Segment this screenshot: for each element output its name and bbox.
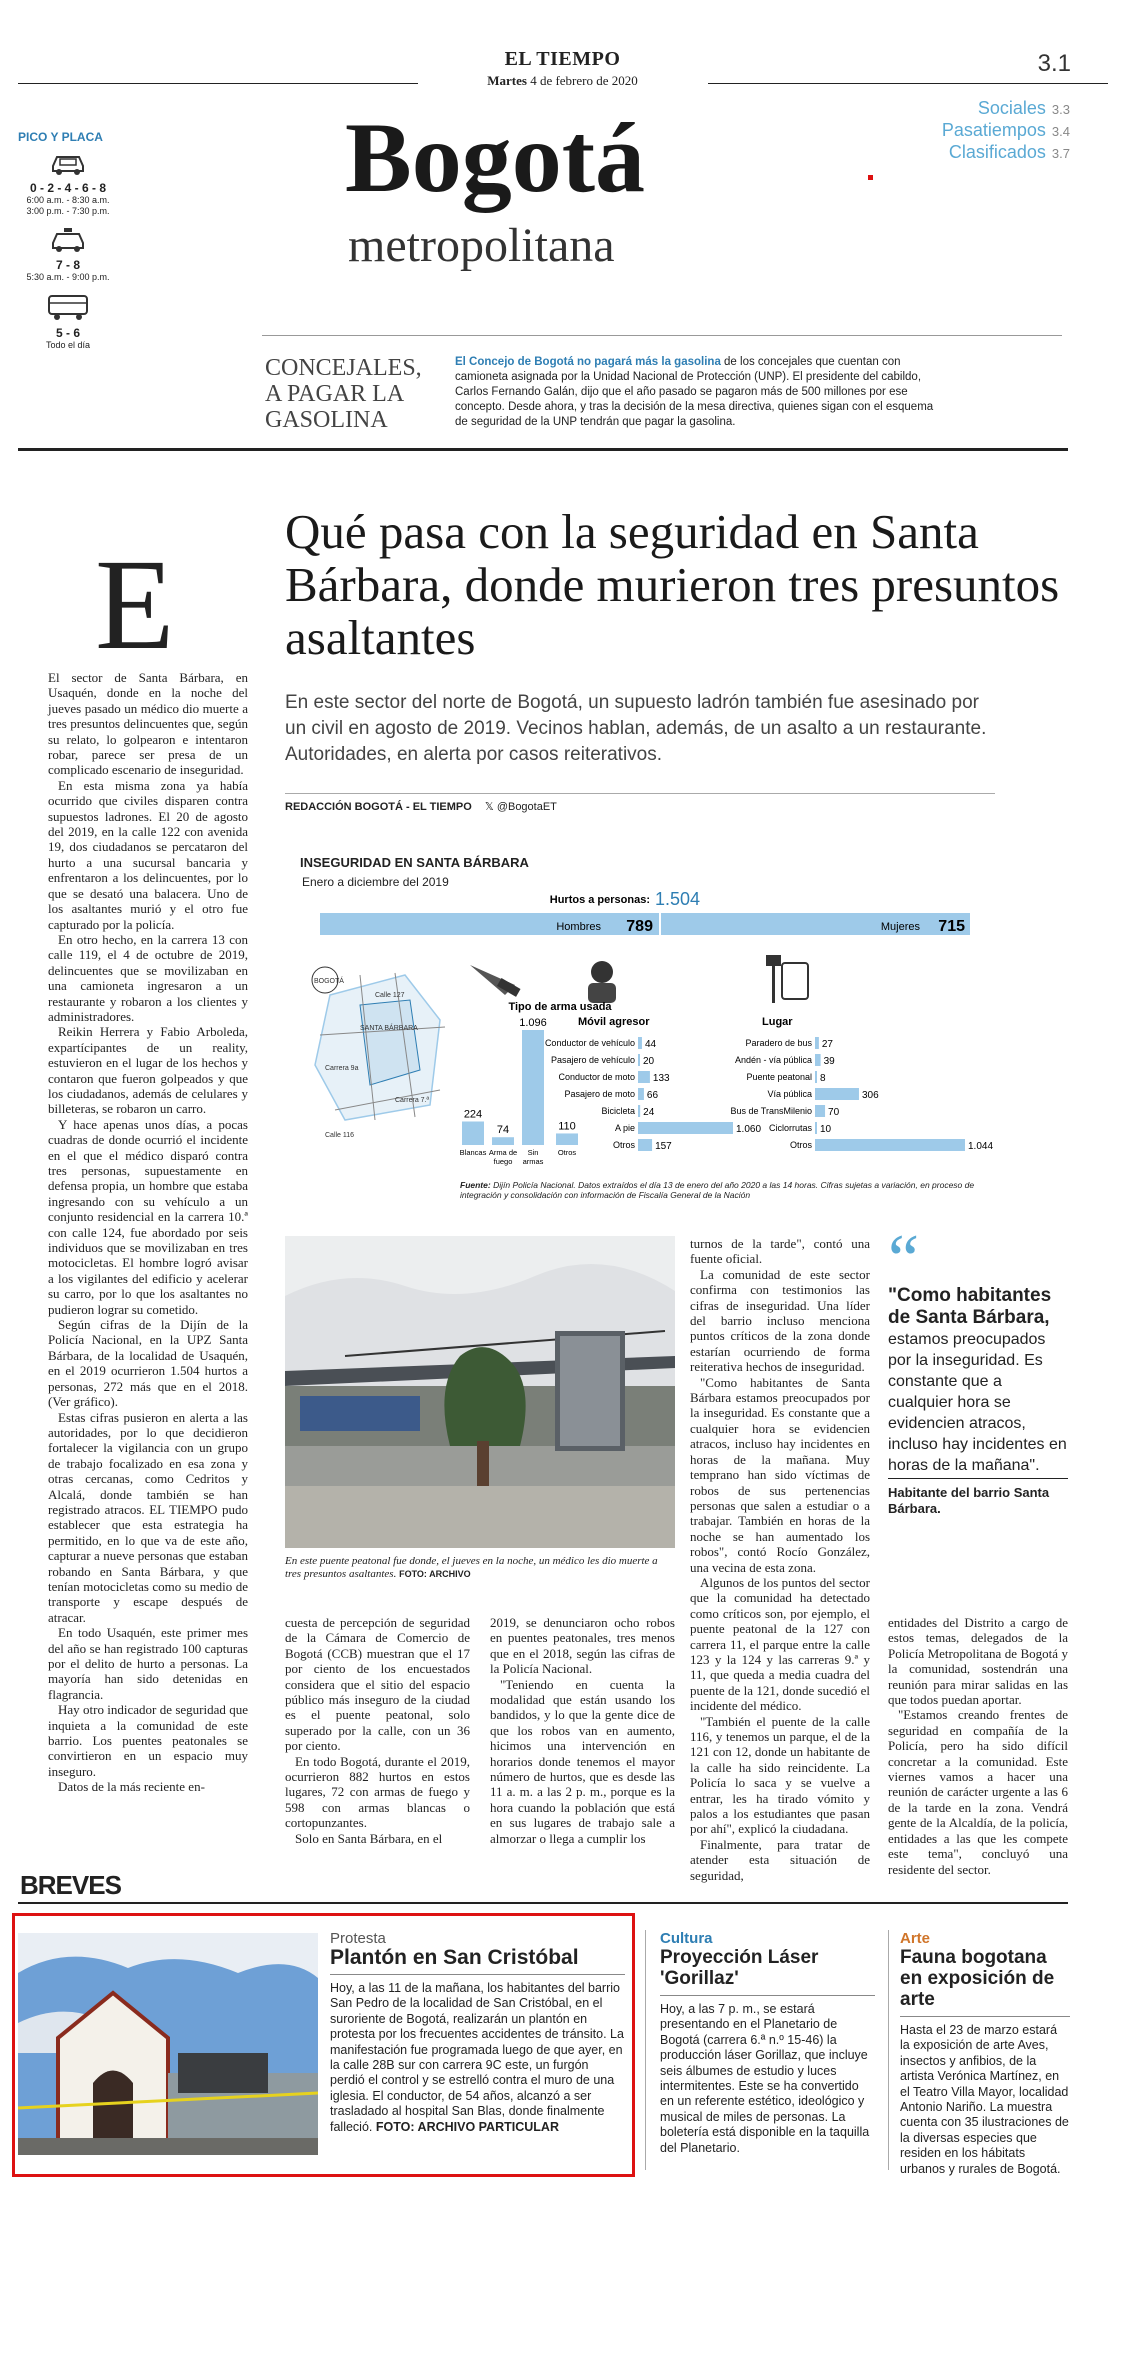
bar-value: 1.096 <box>519 1017 547 1029</box>
bar-label: Bus de TransMilenio <box>730 1106 812 1116</box>
index-item[interactable]: Pasatiempos 3.4 <box>941 120 1070 140</box>
red-marker <box>868 175 873 180</box>
bar <box>815 1071 817 1083</box>
bar <box>815 1122 817 1134</box>
article-headline: Qué pasa con la seguridad en Santa Bárbara, donde murieron tres presuntos asaltantes <box>285 504 1060 665</box>
bar-blancas <box>462 1121 484 1145</box>
bar-label: armas <box>522 1157 544 1166</box>
chart-title: Tipo de arma usada <box>508 1001 612 1013</box>
paragraph: 2019, se denunciaron ocho robos en puentes peatonales, tres menos que en el 2018, según las cifras de la Policía Nacional. <box>490 1615 675 1677</box>
bar-value: 1.044 <box>968 1141 994 1152</box>
article-column-2 <box>285 1615 470 1846</box>
bar-label: Otros <box>557 1148 577 1157</box>
article-deck: En este sector del norte de Bogotá, un supuesto ladrón también fue asesinado por un civil en agosto de 2019. Vecinos hablan, además, de un asalto a un restaurante. Autoridades, en alerta por casos reiterativos. <box>285 692 987 765</box>
bar-value: 24 <box>643 1107 655 1118</box>
bar-label: Blancas <box>459 1148 487 1157</box>
bar <box>815 1037 819 1049</box>
bar-value: 789 <box>626 918 653 935</box>
pedestrian-bridge-image <box>285 1236 675 1548</box>
bar-value: 224 <box>463 1108 483 1121</box>
bar-label: Sin <box>527 1148 539 1157</box>
paragraph: Solo en Santa Bárbara, en el <box>295 1830 443 1846</box>
paragraph: Hay otro indicador de seguridad que inquieta a la comunidad de este barrio. Los puentes peatonales se convirtieron en un espacio muy inseguro. <box>48 1702 248 1779</box>
article-column-5 <box>888 1615 1068 1877</box>
taxi-icon <box>48 227 88 253</box>
infographic <box>300 855 1000 1205</box>
paragraph: La comunidad de este sector confirma con testimonios las cifras de inseguridad. Una líder del barrio incluso menciona puntos críticos de la zona donde estarían ocurriendo de forma reiterativa hechos de inseguridad. <box>690 1266 870 1375</box>
bar-value: 44 <box>644 1039 657 1050</box>
teaser-text: El Concejo de Bogotá no pagará más la gasolina de los concejales que cuentan con camioneta asignada por la Unidad Nacional de Protección (UNP). El presidente del cabildo, Carlos Fernando Galán, dijo que el año pasado se pagaron más de 500 millones por ese concepto. Desde ahora, y tras la decisión de la mesa directiva, quienes sigan con el esquema de seguridad de la UNP tendrán que pagar la gasolina. <box>455 356 934 428</box>
paragraph: En todo Bogotá, durante el 2019, ocurrieron 882 hurtos en estos lugares, 72 con armas de fuego y 598 con armas blancas o cortopunzantes. <box>285 1753 470 1831</box>
bar-otros <box>556 1133 578 1145</box>
brief-text: Hoy, a las 7 p. m., se estará presentando en el Planetario de Bogotá (carrera 6.ª n.º 15-46) la producción láser Gorillaz, que incluye seis álbumes de estudio y luces intermitentes. Este se ha convertido en un referente estético, ideológico y musical de miles de personas. La boletería está disponible en la taquilla del Planetario. <box>660 2002 870 2155</box>
brief-1 <box>330 1930 625 2135</box>
bar-label: Otros <box>612 1140 635 1150</box>
teaser-top-rule <box>262 335 1062 336</box>
bus-icon <box>46 293 90 321</box>
bar-label: Pasajero de moto <box>564 1089 635 1099</box>
paragraph: "También el puente de la calle 116, y tenemos un parque, el de la 121 con 12, donde un habitante de la calle ha sido reincidente. La Policía lo saca y se vuelve a entrar, les ha tirado vómito y palos a los estudiantes que pasan por ahí", explicó la ciudadana. <box>690 1713 870 1837</box>
paragraph: Algunos de los puntos del sector que la comunidad ha detectado como críticos son, por ejemplo, el puente peatonal de la 127 con carrera 11, el parque entre la calle 123 y la 124 y las carreras 9.ª y 11, que queda a media cuadra del puente de la 121, donde sucedió el incidente del médico. <box>690 1574 870 1714</box>
section-subtitle: metropolitana <box>348 219 615 272</box>
brief-rule <box>660 1995 875 1996</box>
bar <box>815 1054 821 1066</box>
brief-3 <box>900 1930 1070 2177</box>
index-item[interactable]: Sociales 3.3 <box>977 98 1070 118</box>
index-item[interactable]: Clasificados 3.7 <box>948 142 1070 162</box>
masthead-rule-right <box>708 83 1108 84</box>
bar-label: Andén - vía pública <box>734 1055 812 1065</box>
twitter-handle[interactable]: @BogotaET <box>496 801 557 813</box>
paragraph: Según cifras de la Dijín de la Policía Nacional, en la UPZ Santa Bárbara, de la localidad de Usaquén, en el 2019 ocurrieron 1.504 hurtos a personas, 272 más que en el 2018. (Ver gráfico). <box>48 1317 248 1410</box>
bar-value: 66 <box>646 1090 659 1101</box>
chart-title: Lugar <box>762 1016 793 1028</box>
pico-digits: 7 - 8 <box>55 258 80 272</box>
bar-label: Ciclorrutas <box>768 1123 812 1133</box>
bar-label: Bicicleta <box>601 1106 635 1116</box>
drop-cap: E <box>95 533 175 677</box>
pico-digits: 5 - 6 <box>55 326 80 340</box>
bar-value: 10 <box>820 1124 832 1135</box>
paragraph: Estas cifras pusieron en alerta a las autoridades, por lo que decidieron fortalecer la vigilancia con un grupo de trabajo focalizado en esa zona y otras cercanas, como Cedritos y Alcalá, donde también se han registrado atracos. EL TIEMPO pudo establecer que esta estrategia ha permitido, en lo que va de este año, capturar a nueve personas que estaban robando en Santa Bárbara, y que tenían motocicletas como su medio de transporte y escape después de atracar. <box>48 1409 248 1625</box>
total-label: Hurtos a personas: <box>549 894 650 906</box>
bar <box>638 1088 644 1100</box>
paragraph: entidades del Distrito a cargo de estos temas, delegados de la Policía Metropolitana de Bogotá y la comunidad, sostendrán una reunión para mirar salidas en las que todos puedan aportar. <box>888 1615 1068 1708</box>
brief-rule <box>330 1974 625 1975</box>
brief-text: Hasta el 23 de marzo estará la exposición de arte Aves, insectos y anfibios, de la artista Verónica Martínez, en el Teatro Villa Mayor, localidad Antonio Nariño. La muestra cuenta con 35 ilustraciones de la diversas especies que residen en los hábitats urbanos y rurales de Bogotá. <box>900 2023 1069 2176</box>
bar-label: A pie <box>614 1123 635 1133</box>
section-title: Bogotá <box>345 102 645 213</box>
pico-y-placa <box>18 130 118 361</box>
bar-value: 27 <box>821 1039 834 1050</box>
paragraph: cuesta de percepción de seguridad de la Cámara de Comercio de Bogotá (CCB) muestran que el 17 por ciento de los encuestados considera que el sitio del espacio público más inseguro de la ciudad es el puente peatonal, solo superado por la calle, con un 36 por ciento. <box>285 1615 470 1754</box>
infographic-subtitle: Enero a diciembre del 2019 <box>302 875 449 889</box>
bridge-photo <box>285 1236 675 1548</box>
brief-headline[interactable]: Fauna bogotana en exposición de arte <box>900 1947 1055 2010</box>
brief-rule <box>900 2016 1070 2017</box>
edition-date: Martes 4 de febrero de 2020 <box>487 73 638 88</box>
article-column-4 <box>690 1236 870 1883</box>
photo-caption: En este puente peatonal fue donde, el jueves en la noche, un médico les dio muerte a tres presuntos asaltantes. FOTO: ARCHIVO <box>285 1555 658 1580</box>
bar-value: 70 <box>828 1107 840 1118</box>
bar-value: 157 <box>655 1141 672 1152</box>
bar-value: 20 <box>643 1056 655 1067</box>
bar-value: 715 <box>938 918 965 935</box>
paragraph: Finalmente, para tratar de atender esta situación de seguridad, <box>690 1836 870 1883</box>
motorcyclist-icon <box>588 961 616 1003</box>
map-label: Carrera 9a <box>325 1065 359 1072</box>
bar-value: 110 <box>558 1120 576 1133</box>
bar-sin-armas <box>522 1030 544 1145</box>
newspaper-brand: EL TIEMPO <box>504 48 621 70</box>
brief-category: Arte <box>900 1930 931 1947</box>
church-photo <box>18 1933 318 2155</box>
pull-quote: "Como habitantes de Santa Bárbara, estamos preocupados por la inseguridad. Es constante que a cualquier hora se evidencien atracos, incluso hay incidentes en horas de la mañana". <box>888 1285 1067 1474</box>
bar <box>638 1139 652 1151</box>
bar-value: 74 <box>496 1124 510 1137</box>
twitter-icon: 𝕏 <box>484 801 494 813</box>
bar-mujeres <box>661 913 970 935</box>
map-label: SANTA BÁRBARA <box>360 1025 418 1032</box>
bar <box>638 1037 642 1049</box>
pico-digits: 0 - 2 - 4 - 6 - 8 <box>29 181 107 195</box>
bar-label: Conductor de vehículo <box>544 1038 635 1048</box>
byline-rule <box>285 793 995 794</box>
bar-label: Vía pública <box>767 1089 812 1099</box>
bar-label: Hombres <box>556 921 601 933</box>
bar-value: 39 <box>823 1056 835 1067</box>
quote-mark-icon: “ <box>888 1221 920 1298</box>
paragraph: "Teniendo en cuenta la modalidad que están usando los bandidos, y lo que la gente dice de que los robos van en aumento, hicimos una intervención en horarios donde tenemos el mayor número de hurtos, que es desde las 11 a. m. a las 2 p. m., porque es la hora cuando la población que está en sus lugares de trabajo sale a almorzar o llega a cumplir los <box>490 1676 675 1846</box>
bar <box>638 1054 640 1066</box>
bar-label: Puente peatonal <box>746 1072 812 1082</box>
teaser-title: CONCEJALES, A PAGAR LA GASOLINA <box>265 355 422 433</box>
bar-label: Mujeres <box>880 921 920 933</box>
pico-hours: Todo el día <box>45 340 91 350</box>
infographic-source: Fuente: Dijín Policía Nacional. Datos extraídos el día 13 de enero del año 2020 a las 14 horas. Cifras sujetas a variación, en proceso de integración y consolidación con información de Fiscalía General de la Nación <box>460 1180 975 1200</box>
bar-label: fuego <box>493 1157 513 1166</box>
bar <box>638 1105 640 1117</box>
brief-divider <box>888 1930 889 2170</box>
paragraph: El sector de Santa Bárbara, en Usaquén, donde en la noche del jueves pasado un médico dio muerte a tres presuntos delincuentes que, según su relato, lo golpearon e intentaron robar, parece ser presa de un complicado escenario de inseguridad. <box>48 670 248 778</box>
bar <box>638 1071 650 1083</box>
paragraph: "Estamos creando frentes de seguridad en compañía de la Policía, pero ha sido difícil concretar a la comunidad. Este viernes vamos a hacer una reunión de carácter urgente a las 6 de la tarde en la zona. Vendrá gente de la Alcaldía, de la policía, entidades a las que les compete este tema", concluyó una residente del sector. <box>888 1707 1068 1877</box>
article-column-3 <box>490 1615 675 1846</box>
pico-y-placa-title: PICO Y PLACA <box>18 130 103 144</box>
bar <box>815 1139 965 1151</box>
section-index <box>942 98 1070 164</box>
map-label: Calle 116 <box>325 1132 355 1139</box>
total-value: 1.504 <box>655 889 701 909</box>
bar <box>815 1088 859 1100</box>
chart-title: Móvil agresor <box>578 1016 650 1028</box>
paragraph: En todo Usaquén, este primer mes del año se han registrado 100 capturas por el delito de hurto a personas. La mayoría han sido detenidas en flagrancia. <box>48 1625 248 1702</box>
infographic-title: INSEGURIDAD EN SANTA BÁRBARA <box>300 855 529 870</box>
breves-title: BREVES <box>20 1870 121 1900</box>
brief-headline[interactable]: Proyección Láser 'Gorillaz' <box>660 1947 819 1989</box>
paragraph: Datos de la más reciente en- <box>58 1779 205 1795</box>
pico-hours: 5:30 a.m. - 9:00 p.m. <box>26 272 110 282</box>
brief-2 <box>660 1930 875 2156</box>
car-icon <box>48 150 88 176</box>
infographic-chart <box>300 855 1000 1205</box>
brief-category: Protesta <box>330 1930 386 1947</box>
bar <box>815 1105 825 1117</box>
quote-rule <box>888 1478 1068 1479</box>
bar-label: Pasajero de vehículo <box>550 1055 635 1065</box>
map-label: Carrera 7.ª <box>395 1097 430 1104</box>
paragraph: Y hace apenas unos días, a pocas cuadras de donde ocurrió el incidente en el que el médico disparó contra tres personas, supuestamente en defensa propia, un hombre que estaba ingresando con su vehículo a un conjunto residencial en la carrera 10.ª con calle 124, fue abordado por seis individuos que se movilizaban en tres motocicletas. El hombre logró avisar a los vigilantes del edificio y acelerar su carro, por lo que los asaltantes no pudieron lograr su cometido. <box>48 1116 248 1317</box>
brief-text: Hoy, a las 11 de la mañana, los habitantes del barrio San Pedro de la localidad de San Cristóbal, en el suroriente de Bogotá, realizarán un plantón en protesta por los frecuentes accidentes de tránsito. La manifestación fue programada luego de que ayer, en la calle 28B sur con carrera 9C este, un furgón perdió el control y se estrelló contra el muro de una iglesia. El conductor, de 54 años, alcanzó a ser trasladado al hospital San Blas, donde finalmente falleció. FOTO: ARCHIVO PARTICULAR <box>330 1981 624 2134</box>
header-rule <box>18 448 1068 451</box>
page-number: 3.1 <box>1037 50 1071 77</box>
paragraph: En otro hecho, en la carrera 13 con calle 119, el 4 de octubre de 2019, delincuentes que se movilizaban en una camioneta ingresaron a un restaurante y robaron a los clientes y administradores. <box>48 931 248 1024</box>
paragraph: turnos de la tarde", contó una fuente oficial. <box>690 1236 870 1267</box>
bar <box>638 1122 733 1134</box>
brief-headline[interactable]: Plantón en San Cristóbal <box>330 1946 579 1969</box>
article-column-1 <box>48 670 248 1795</box>
bus-stop-icon <box>766 955 808 1003</box>
paragraph: "Como habitantes de Santa Bárbara estamos preocupados por la inseguridad. Es constante que a cualquier hora se evidencien atracos, incluso hay incidentes en horas de la mañana. Muy temprano han sido víctimas de robos de sus pertenencias personas que salen a estudiar o a trabajar. También en horas de la noche se han aumentado los robos", contó Rocío González, una vecina de esta zona. <box>690 1374 870 1575</box>
bar-label: Paradero de bus <box>745 1038 812 1048</box>
bar-label: Conductor de moto <box>558 1072 635 1082</box>
bar-value: 306 <box>861 1090 879 1101</box>
bar-value: 133 <box>652 1073 670 1084</box>
bar-label: Otros <box>789 1140 812 1150</box>
church-image <box>18 1933 318 2155</box>
bar-value: 8 <box>820 1073 826 1084</box>
bar-label: Arma de <box>488 1148 518 1157</box>
paragraph: Reikin Herrera y Fabio Arboleda, expartícipantes de un reality, estuvieron en el lugar de los hechos y contaron que fueron golpeados y que los ciudadanos, además de celulares y billeteras, se robaron un carro. <box>48 1024 248 1117</box>
breves-rule <box>18 1902 1068 1904</box>
brief-divider <box>645 1930 646 2170</box>
brief-category: Cultura <box>660 1930 713 1947</box>
byline: REDACCIÓN BOGOTÁ - EL TIEMPO 𝕏 @BogotaET <box>285 801 557 813</box>
map-label: Calle 127 <box>375 992 405 999</box>
masthead-rule-left <box>18 83 418 84</box>
bar-value: 1.060 <box>736 1124 762 1135</box>
paragraph: En esta misma zona ya había ocurrido que civiles disparen contra supuestos ladrones. El 20 de agosto del 2019, en la calle 122 con avenida 19, dos ciudadanos se percataron del hurto a una sucursal bancaria y enfrentaron a los delincuentes, por lo que se desató una balacera. Uno de los asaltantes murió y el otro fue capturado por la policía. <box>48 777 248 932</box>
bar-hombres <box>320 913 659 935</box>
weapon-icon <box>470 965 521 997</box>
pico-hours: 6:00 a.m. - 8:30 a.m. 3:00 p.m. - 7:30 p.m. <box>26 195 110 216</box>
bar-arma-de-fuego <box>492 1137 514 1145</box>
map-label: BOGOTÁ <box>314 978 344 985</box>
quote-source: Habitante del barrio Santa Bárbara. <box>888 1485 1050 1516</box>
